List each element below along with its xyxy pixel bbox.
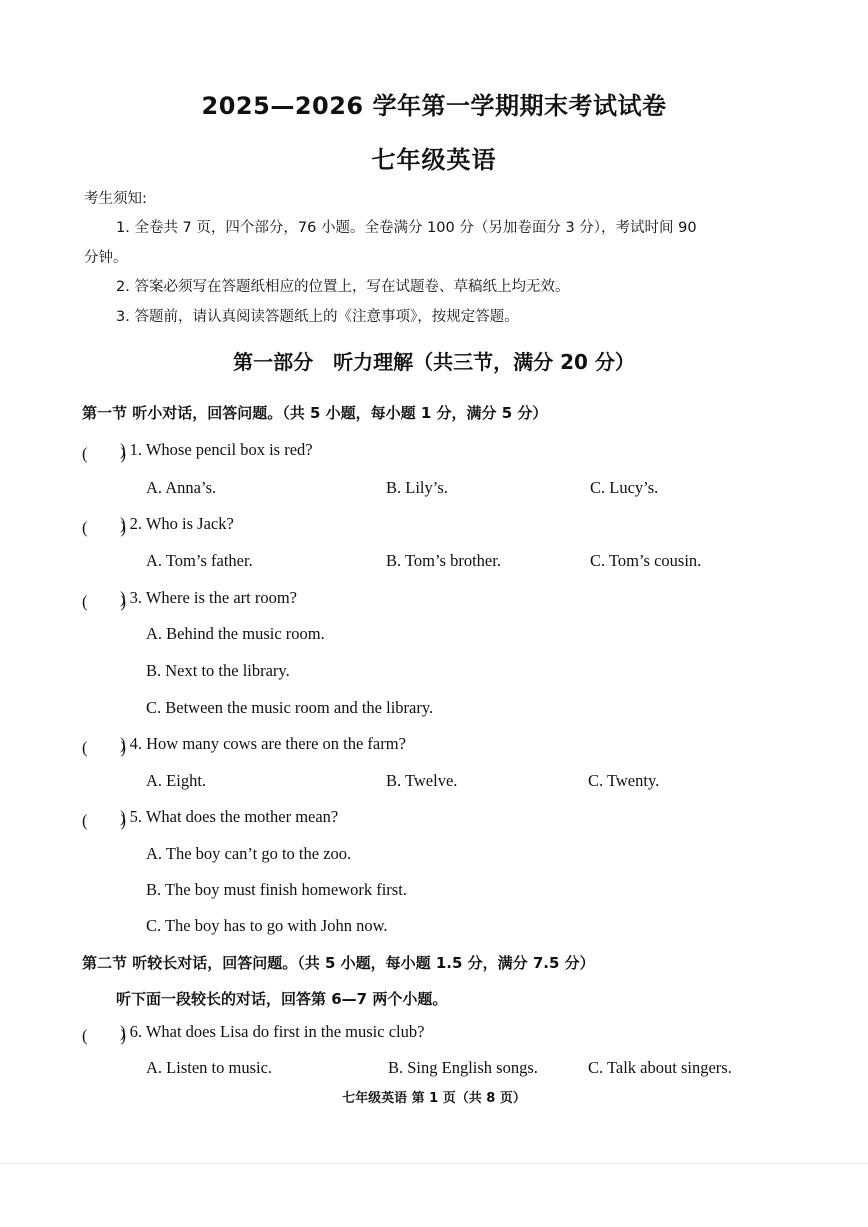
notice-item-1: 1. 全卷共 7 页，四个部分，76 小题。全卷满分 100 分（另加卷面分 3 分），考试时间 90 (116, 220, 697, 236)
option-c: C. The boy has to go with John now. (146, 916, 388, 935)
notice-item-2: 2. 答案必须写在答题纸相应的位置上，写在试题卷、草稿纸上均无效。 (116, 279, 570, 295)
section2-title: 第二节 听较长对话，回答问题。（共 5 小题，每小题 1.5 分，满分 7.5 分） (82, 954, 595, 972)
question-stem: ) 2. Who is Jack? (120, 514, 234, 533)
option-b: B. Sing English songs. (388, 1058, 538, 1077)
answer-blank: ( ) (82, 518, 126, 537)
part1-title: 第一部分 听力理解（共三节，满分 20 分） (233, 350, 635, 374)
option-a: A. Listen to music. (146, 1058, 273, 1077)
notice-heading: 考生须知: (84, 191, 147, 207)
option-b: B. Lily’s. (386, 478, 448, 497)
option-b: B. Twelve. (386, 771, 458, 790)
notice-item-3: 3. 答题前，请认真阅读答题纸上的《注意事项》，按规定答题。 (116, 309, 519, 325)
page-edge-divider (0, 1163, 868, 1164)
option-c: C. Talk about singers. (588, 1058, 732, 1077)
question-stem: ) 3. Where is the art room? (120, 588, 298, 607)
option-a: A. Anna’s. (146, 478, 217, 497)
exam-title: 2025—2026 学年第一学期期末考试试卷 (201, 92, 667, 120)
question-stem: ) 4. How many cows are there on the farm? (120, 734, 406, 753)
option-a: A. Behind the music room. (146, 624, 325, 643)
page-footer: 七年级英语 第 1 页（共 8 页） (342, 1091, 526, 1106)
option-b: B. Next to the library. (146, 661, 290, 680)
option-c: C. Between the music room and the library. (146, 698, 434, 717)
answer-blank: ( ) (82, 592, 126, 611)
option-a: A. The boy can’t go to the zoo. (146, 844, 352, 863)
question-stem: ) 6. What does Lisa do first in the music club? (120, 1022, 425, 1041)
option-a: A. Tom’s father. (146, 551, 253, 570)
option-b: B. The boy must finish homework first. (146, 880, 407, 899)
answer-blank: ( ) (82, 738, 126, 757)
section1-title: 第一节 听小对话，回答问题。（共 5 小题，每小题 1 分，满分 5 分） (82, 404, 548, 422)
option-b: B. Tom’s brother. (386, 551, 501, 570)
answer-blank: ( ) (82, 444, 126, 463)
notice-item-1-cont: 分钟。 (84, 250, 128, 266)
option-c: C. Tom’s cousin. (590, 551, 702, 570)
option-a: A. Eight. (146, 771, 207, 790)
option-c: C. Lucy’s. (590, 478, 659, 497)
option-c: C. Twenty. (588, 771, 660, 790)
question-stem: ) 1. Whose pencil box is red? (120, 440, 313, 459)
answer-blank: ( ) (82, 811, 126, 830)
answer-blank: ( ) (82, 1026, 126, 1045)
exam-subtitle: 七年级英语 (371, 146, 497, 174)
section2-instruction: 听下面一段较长的对话，回答第 6—7 两个小题。 (116, 990, 448, 1008)
question-stem: ) 5. What does the mother mean? (120, 807, 339, 826)
